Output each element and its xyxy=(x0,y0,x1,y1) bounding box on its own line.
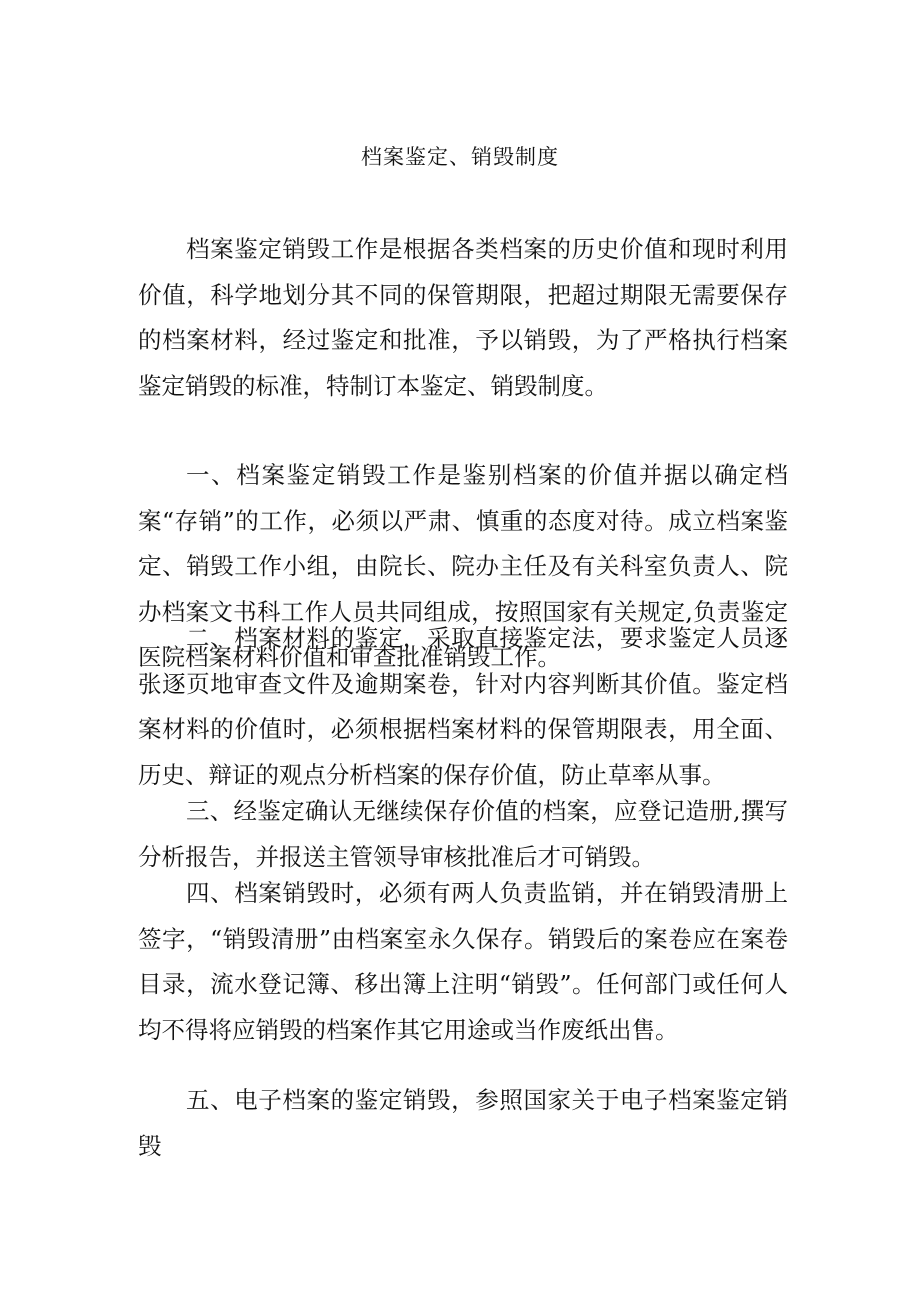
paragraph-one: 一、档案鉴定销毁工作是鉴别档案的价值并据以确定档案“存销”的工作，必须以严肃、慎重的态度对待。成立档案鉴定、销毁工作小组，由院长、院办主任及有关科室负责人、院办档案文书科工作人员共同组成，按照国家有关规定,负责鉴定医院档案材料价值和审查批准销毁工作。 xyxy=(138,461,788,671)
paragraph-intro: 档案鉴定销毁工作是根据各类档案的历史价值和现时利用价值，科学地划分其不同的保管期限，把超过期限无需要保存的档案材料，经过鉴定和批准，予以销毁，为了严格执行档案鉴定销毁的标准，特制订本鉴定、销毁制度。 xyxy=(138,235,788,400)
paragraph-four: 四、档案销毁时，必须有两人负责监销，并在销毁清册上签字，“销毁清册”由档案室永久保存。销毁后的案卷应在案卷目录，流水登记簿、移出簿上注明“销毁”。任何部门或任何人均不得将应销毁的档案作其它用途或当作废纸出售。 xyxy=(138,879,788,1044)
document-title: 档案鉴定、销毁制度 xyxy=(361,145,559,169)
paragraph-three: 三、经鉴定确认无继续保存价值的档案，应登记造册,撰写分析报告，并报送主管领导审核批准后才可销毁。 xyxy=(138,797,788,871)
paragraph-five: 五、电子档案的鉴定销毁，参照国家关于电子档案鉴定销毁 xyxy=(138,1086,788,1160)
paragraph-two: 二、档案材料的鉴定，采取直接鉴定法，要求鉴定人员逐张逐页地审查文件及逾期案卷，针对内容判断其价值。鉴定档案材料的价值时，必须根据档案材料的保管期限表，用全面、历史、辩证的观点分析档案的保存价值，防止草率从事。 xyxy=(138,624,788,789)
